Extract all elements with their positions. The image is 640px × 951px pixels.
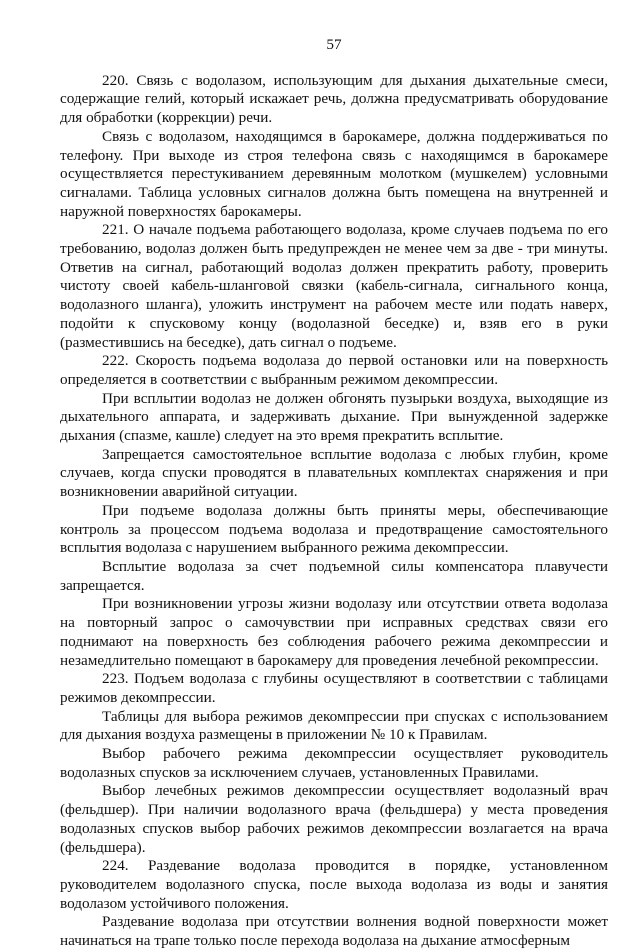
paragraph-decompression-tables: Таблицы для выбора режимов декомпрессии при спусках с использованием для дыхания воздуха размещены в приложении № 10 к Правилам. [60, 707, 608, 744]
paragraph-working-mode: Выбор рабочего режима декомпрессии осуществляет руководитель водолазных спусков за исключением случаев, установленных Правилами. [60, 745, 608, 781]
document-page [60, 36, 608, 951]
page-number: 57 [326, 36, 342, 53]
paragraph-buoyancy-ascent: Всплытие водолаза за счет подъемной силы компенсатора плавучести запрещается. [60, 557, 608, 594]
paragraph-221: 221. О начале подъема работающего водолаза, кроме случаев подъема по его требованию, водолаз должен быть предупрежден не менее чем за две - три минуты. Ответив на сигнал, работающий водолаз должен прекратить работу, проверить чистоту своей кабель-шланговой связки (кабель-сигнала, сигнального конца, водолазного шланга), уложить инструмент на рабочем месте или подать наверх, подойти к спусковому концу (водолазной беседке) и, взяв его в руки (разместившись на беседке), дать сигнал о подъеме. [60, 221, 608, 351]
paragraph-ascent-control: При подъеме водолаза должны быть приняты меры, обеспечивающие контроль за процессом подъема водолаза и предотвращение самостоятельного всплытия водолаза с нарушением выбранного режима декомпрессии. [60, 501, 608, 557]
paragraph-223: 223. Подъем водолаза с глубины осуществляют в соответствии с таблицами режимов декомпрессии. [60, 670, 608, 706]
paragraph-224: 224. Раздевание водолаза проводится в порядке, установленном руководителем водолазного спуска, после выхода водолаза из воды и занятия водолазом устойчивого положения. [60, 857, 608, 912]
paragraph-222: 222. Скорость подъема водолаза до первой остановки или на поверхность определяется в соответствии с выбранным режимом декомпрессии. [60, 352, 608, 388]
paragraph-ascent-bubbles: При всплытии водолаз не должен обгонять пузырьки воздуха, выходящие из дыхательного аппарата, и задерживать дыхание. При вынужденной задержке дыхания (спазме, кашле) следует на это время прекратить всплытие. [60, 389, 608, 445]
paragraph-220: 220. Связь с водолазом, использующим для дыхания дыхательные смеси, содержащие гелий, который искажает речь, должна предусматривать оборудование для обработки (коррекции) речи. [60, 71, 608, 127]
paragraph-undressing: Раздевание водолаза при отсутствии волнения водной поверхности может начинаться на трапе только после перехода водолаза на дыхание атмосферным [60, 913, 608, 950]
paragraph-ascent-prohibited: Запрещается самостоятельное всплытие водолаза с любых глубин, кроме случаев, когда спуски проводятся в плавательных комплектах снаряжения и при возникновении аварийной ситуации. [60, 445, 608, 501]
paragraph-barochamber-communication: Связь с водолазом, находящимся в барокамере, должна поддерживаться по телефону. При выходе из строя телефона связь с находящимся в барокамере осуществляется перестукиванием деревянным молотком (мушкелем) условными сигналами. Таблица условных сигналов должна быть помещена на внутренней и наружной поверхностях барокамеры. [60, 127, 608, 220]
paragraph-medical-mode: Выбор лечебных режимов декомпрессии осуществляет водолазный врач (фельдшер). При наличии водолазного врача (фельдшера) у места проведения водолазных спусков выбор рабочих режимов декомпрессии возлагается на врача (фельдшера). [60, 782, 608, 856]
paragraph-emergency-ascent: При возникновении угрозы жизни водолазу или отсутствии ответа водолаза на повторный запрос о самочувствии при исправных средствах связи его поднимают на поверхность без соблюдения рабочего режима декомпрессии и незамедлительно помещают в барокамеру для проведения лечебной рекомпрессии. [60, 595, 608, 669]
